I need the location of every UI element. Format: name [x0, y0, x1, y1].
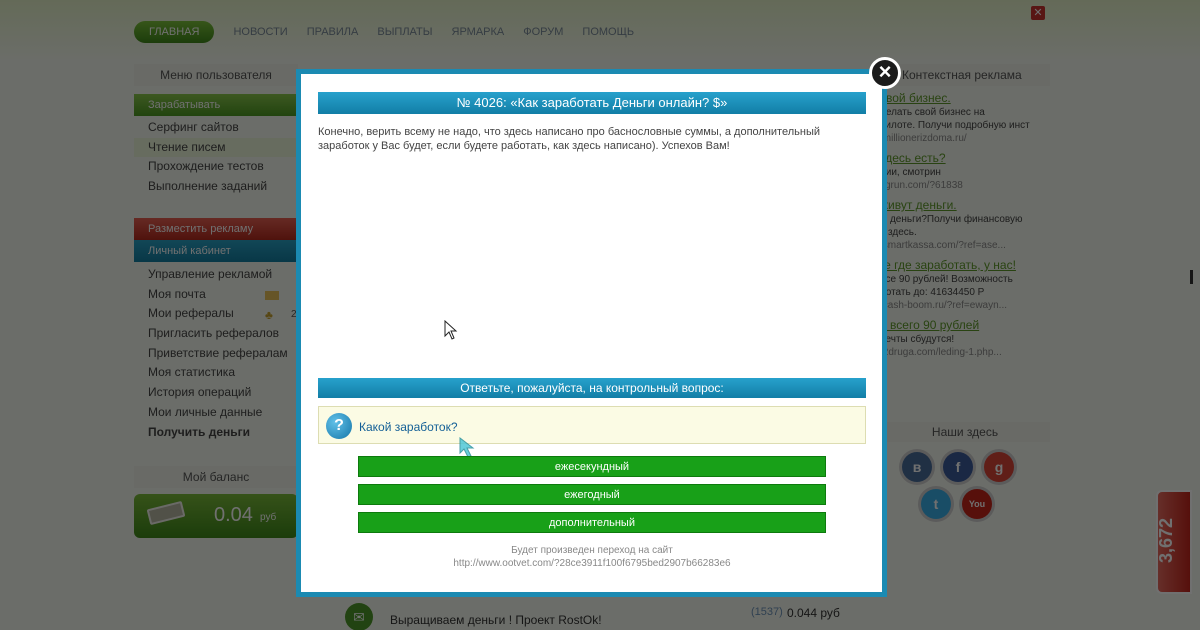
redirect-notice: Будет произведен переход на сайт — [511, 545, 673, 556]
question-header: Ответьте, пожалуйста, на контрольный вопрос: — [318, 378, 866, 398]
mouse-pointer-icon — [444, 320, 458, 340]
redirect-url: http://www.ootvet.com/?28ce3911f100f6795bed2907b66283e6 — [453, 558, 731, 569]
modal-body-text: Конечно, верить всему не надо, что здесь написано про баснословные суммы, а дополнительный заработок у Вас будет, если будете работать, как здесь написано). Успехов Вам! — [318, 126, 820, 152]
modal-title: № 4026: «Как заработать Деньги онлайн? $» — [318, 92, 866, 114]
question-icon: ? — [326, 413, 352, 439]
answer-button-2[interactable]: ежегодный — [358, 484, 826, 505]
answer-button-3[interactable]: дополнительный — [358, 512, 826, 533]
close-icon[interactable]: × — [869, 57, 901, 89]
answer-button-1[interactable]: ежесекундный — [358, 456, 826, 477]
question-text: Какой заработок? — [359, 420, 458, 434]
